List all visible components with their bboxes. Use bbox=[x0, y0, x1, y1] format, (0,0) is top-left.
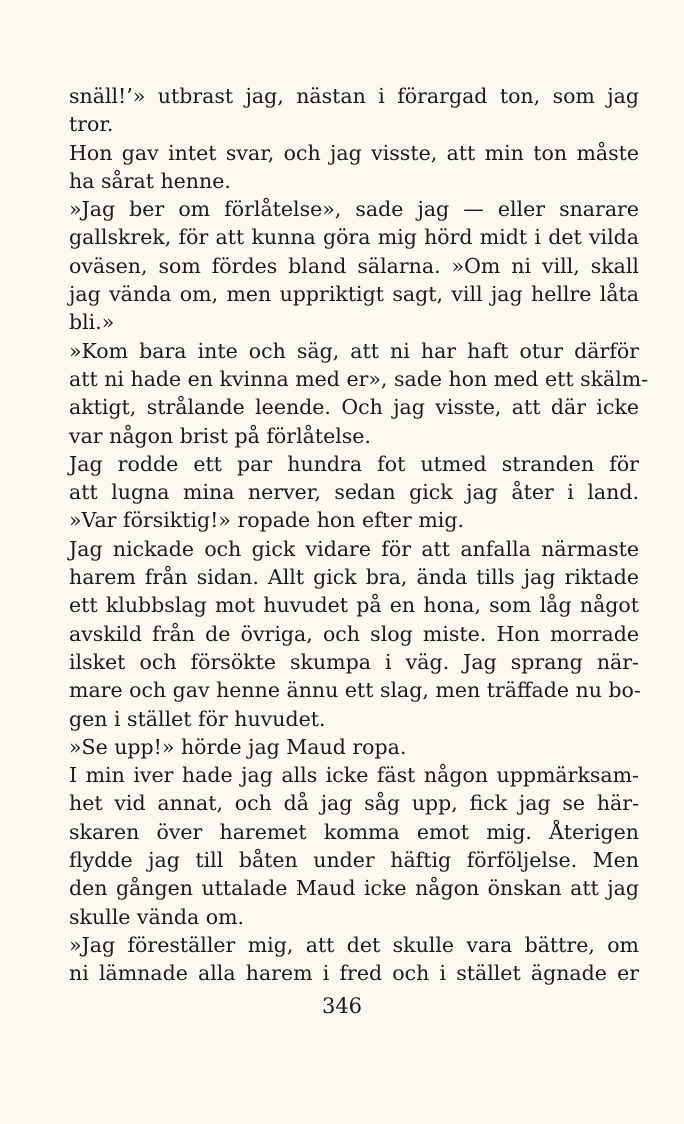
text-line: het vid annat, och då jag såg upp, fick jag se här- bbox=[69, 791, 639, 816]
text-line: avskild från de övriga, och slog miste. Hon morrade bbox=[69, 621, 639, 646]
text-line: »Se upp!» hörde jag Maud ropa. bbox=[69, 734, 407, 759]
text-line: att lugna mina nerver, sedan gick jag åter i land. bbox=[69, 480, 639, 505]
text-line: jag vända om, men uppriktigt sagt, vill jag hellre låta bbox=[69, 282, 639, 307]
text-line: »Kom bara inte och säg, att ni har haft otur därför bbox=[69, 338, 639, 363]
text-line: ett klubbslag mot huvudet på en hona, som låg något bbox=[69, 593, 639, 618]
text-line: Jag rodde ett par hundra fot utmed stranden för bbox=[69, 451, 639, 476]
text-line: ha sårat henne. bbox=[69, 168, 231, 193]
text-line: bli.» bbox=[69, 310, 115, 335]
text-line: den gången uttalade Maud icke någon önskan att jag bbox=[69, 876, 639, 901]
text-line: snäll!’» utbrast jag, nästan i förargad ton, som jag bbox=[69, 84, 639, 108]
text-line: aktigt, strålande leende. Och jag visste, att där icke bbox=[69, 395, 639, 420]
text-line: var någon brist på förlåtelse. bbox=[69, 423, 371, 448]
text-line: »Var försiktig!» ropade hon efter mig. bbox=[69, 508, 465, 533]
text-line: I min iver hade jag alls icke fäst någon uppmärksam- bbox=[69, 763, 639, 788]
text-line: ilsket och försökte skumpa i väg. Jag sprang när- bbox=[69, 649, 639, 674]
text-line: »Jag ber om förlåtelse», sade jag — eller snarare bbox=[69, 197, 639, 222]
text-line: ni lämnade alla harem i fred och i stället ägnade er bbox=[69, 961, 639, 986]
text-line: Hon gav intet svar, och jag visste, att min ton måste bbox=[69, 140, 639, 165]
text-line: oväsen, som fördes bland sälarna. »Om ni vill, skall bbox=[69, 253, 639, 278]
text-line: skulle vända om. bbox=[69, 904, 245, 929]
text-line: gen i stället för huvudet. bbox=[69, 706, 326, 731]
body-text bbox=[69, 82, 649, 988]
text-line: skaren över haremet komma emot mig. Återigen bbox=[69, 819, 639, 844]
text-line: flydde jag till båten under häftig förföljelse. Men bbox=[69, 848, 639, 873]
text-line: Jag nickade och gick vidare för att anfalla närmaste bbox=[69, 536, 639, 561]
page-number: 346 bbox=[321, 994, 363, 1018]
text-line: mare och gav henne ännu ett slag, men träffade nu bo- bbox=[69, 678, 641, 703]
text-line: gallskrek, för att kunna göra mig hörd midt i det vilda bbox=[69, 225, 639, 250]
text-line: harem från sidan. Allt gick bra, ända tills jag riktade bbox=[69, 565, 639, 590]
text-line: tror. bbox=[69, 112, 114, 137]
text-line: att ni hade en kvinna med er», sade hon med ett skälm- bbox=[69, 366, 649, 391]
text-line: »Jag föreställer mig, att det skulle vara bättre, om bbox=[69, 932, 639, 957]
